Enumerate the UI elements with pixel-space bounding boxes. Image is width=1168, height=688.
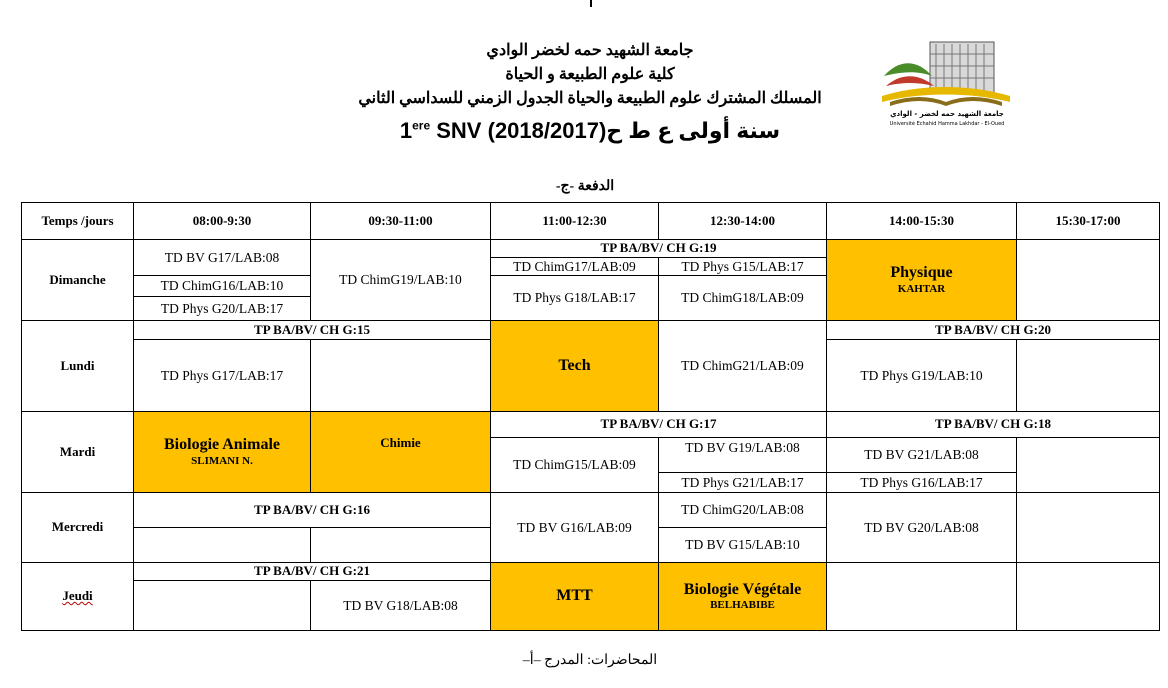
tp-session: TP BA/BV/ CH G:17 [490, 411, 827, 438]
session-cell: TD Phys G21/LAB:17 [658, 472, 827, 493]
session-cell: TD Phys G19/LAB:10 [826, 339, 1017, 412]
header-cell-slot: 11:00-12:30 [490, 202, 659, 240]
empty-cell [133, 527, 311, 563]
empty-cell [310, 527, 491, 563]
lecture-mtt [490, 562, 659, 631]
session-cell: TD Phys G15/LAB:17 [658, 257, 827, 276]
lecture-teacher: KAHTAR [897, 282, 946, 295]
lecture-biologie-animale [133, 411, 311, 493]
year-prefix: سنة أولى ع ط ح [606, 118, 781, 143]
session-cell: TD ChimG19/LAB:10 [310, 239, 491, 321]
session-cell: TD Phys G18/LAB:17 [490, 275, 659, 321]
group-label: الدفعة -ج- [555, 179, 615, 194]
lecture-teacher: SLIMANI N. [191, 454, 253, 467]
day-cell-jeudi [21, 562, 134, 631]
day-label: Jeudi [62, 588, 93, 604]
session-cell: TD ChimG20/LAB:08 [658, 492, 827, 528]
day-cell-mercredi: Mercredi [21, 492, 134, 563]
lecture-hall-note: المحاضرات: المدرج –أ– [522, 653, 658, 668]
header-cell-slot: 14:00-15:30 [826, 202, 1017, 240]
tp-session: TP BA/BV/ CH G:18 [826, 411, 1160, 438]
lecture-physique [826, 239, 1017, 321]
day-cell-dimanche: Dimanche [21, 239, 134, 321]
session-cell: TD BV G21/LAB:08 [826, 437, 1017, 473]
header-cell-days: Temps /jours [21, 202, 134, 240]
lecture-tech [490, 320, 659, 412]
session-cell: TD Phys G16/LAB:17 [826, 472, 1017, 493]
year-range: (2018/2017) [487, 118, 607, 143]
session-cell: TD ChimG21/LAB:09 [658, 320, 827, 412]
session-cell: TD BV G17/LAB:08 [133, 239, 311, 276]
lecture-title: MTT [556, 587, 593, 605]
session-cell: TD BV G19/LAB:08 [658, 437, 827, 473]
empty-cell [133, 580, 311, 631]
lecture-title: Physique [890, 264, 953, 282]
session-cell: TD BV G18/LAB:08 [310, 580, 491, 631]
empty-cell [1016, 492, 1160, 563]
lecture-title: Biologie Végétale [683, 580, 802, 598]
lecture-title: Chimie [380, 435, 421, 450]
logo-arabic-text: جامعة الشهيد حمه لخضر - الوادي [890, 110, 1004, 118]
tp-session: TP BA/BV/ CH G:15 [133, 320, 491, 340]
header-cell-slot: 12:30-14:00 [658, 202, 827, 240]
header-cell-slot: 08:00-9:30 [133, 202, 311, 240]
lecture-biologie-vegetale [658, 562, 827, 631]
empty-cell [310, 339, 491, 412]
tp-session: TP BA/BV/ CH G:19 [490, 239, 827, 258]
day-cell-mardi: Mardi [21, 411, 134, 493]
tp-session: TP BA/BV/ CH G:21 [133, 562, 491, 581]
session-cell: TD Phys G20/LAB:17 [133, 296, 311, 321]
header-cell-slot: 09:30-11:00 [310, 202, 491, 240]
faculty-name: كلية علوم الطبيعة و الحياة [505, 66, 675, 83]
session-cell: TD ChimG15/LAB:09 [490, 437, 659, 493]
day-cell-lundi: Lundi [21, 320, 134, 412]
lecture-teacher: BELHABIBE [710, 599, 775, 612]
empty-cell [1016, 239, 1160, 321]
session-cell: TD ChimG18/LAB:09 [658, 275, 827, 321]
university-name: جامعة الشهيد حمه لخضر الوادي [486, 42, 694, 59]
empty-cell [1016, 339, 1160, 412]
year-level: 1 [399, 118, 413, 143]
empty-cell [1016, 562, 1160, 631]
tp-session: TP BA/BV/ CH G:20 [826, 320, 1160, 340]
header-cell-slot: 15:30-17:00 [1016, 202, 1160, 240]
year-sup: ere [412, 118, 431, 133]
session-cell: TD BV G15/LAB:10 [658, 527, 827, 563]
lecture-title: Biologie Animale [164, 436, 280, 454]
year-code: SNV [436, 118, 482, 143]
lecture-title: Tech [558, 356, 591, 374]
session-cell: TD Phys G17/LAB:17 [133, 339, 311, 412]
session-cell: TD ChimG17/LAB:09 [490, 257, 659, 276]
session-cell: TD BV G20/LAB:08 [826, 492, 1017, 563]
tp-session: TP BA/BV/ CH G:16 [133, 492, 491, 528]
empty-cell [1016, 437, 1160, 493]
logo-french-text: Université Echahid Hamma Lakhdar - El-Oued [889, 121, 1005, 127]
session-cell: TD ChimG16/LAB:10 [133, 275, 311, 297]
empty-cell [826, 562, 1017, 631]
session-cell: TD BV G16/LAB:09 [490, 492, 659, 563]
lecture-chimie [310, 411, 491, 493]
program-title: المسلك المشترك علوم الطبيعة والحياة الجدول الزمني للسداسي الثاني [358, 90, 822, 107]
